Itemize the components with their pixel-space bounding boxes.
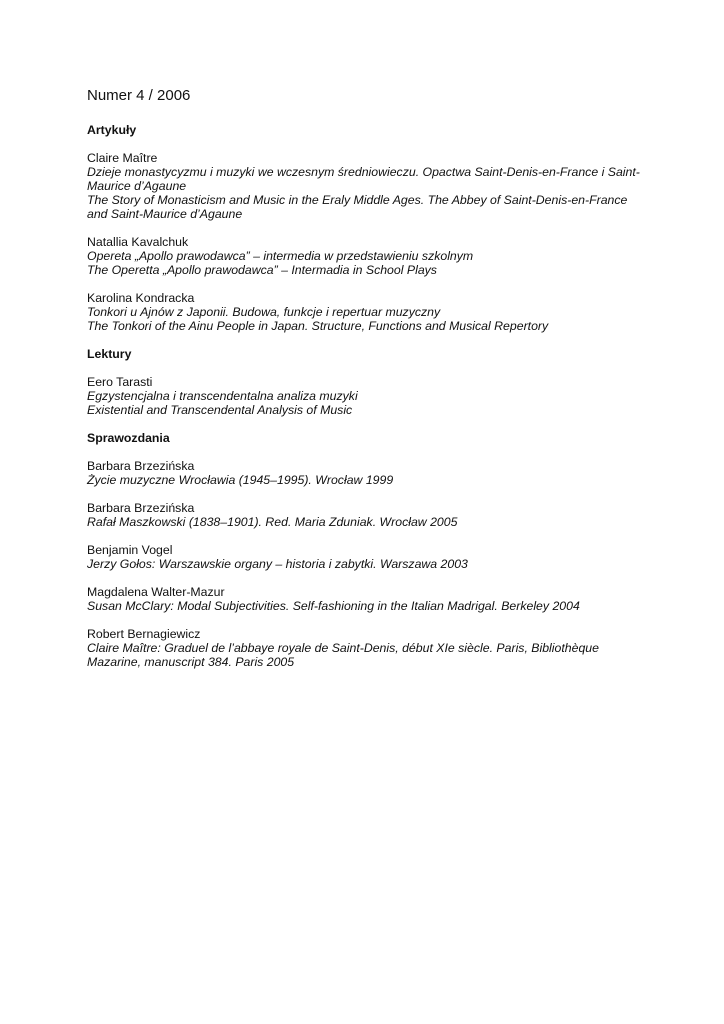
section-heading-reports: Sprawozdania (87, 431, 170, 445)
entry-report-4 (87, 585, 684, 613)
entry-title-polish: Jerzy Gołos: Warszawskie organy – historia i zabytki. Warszawa 2003 (87, 557, 468, 571)
entry-author: Robert Bernagiewicz (87, 627, 201, 641)
entry-title-polish: Susan McClary: Modal Subjectivities. Self-fashioning in the Italian Madrigal. Berkeley 2004 (87, 599, 580, 613)
entry-title-polish: Opereta „Apollo prawodawca” – intermedia w przedstawieniu szkolnym (87, 249, 474, 263)
section-heading-readings: Lektury (87, 347, 132, 361)
entry-author: Barbara Brzezińska (87, 459, 195, 473)
entry-author: Barbara Brzezińska (87, 501, 195, 515)
entry-title-polish: Tonkori u Ajnów z Japonii. Budowa, funkcje i repertuar muzyczny (87, 305, 441, 319)
entry-author: Karolina Kondracka (87, 291, 195, 305)
section-heading-articles: Artykuły (87, 123, 137, 137)
entry-report-1 (87, 459, 684, 487)
entry-author: Benjamin Vogel (87, 543, 173, 557)
issue-title: Numer 4 / 2006 (87, 87, 191, 104)
entry-title-english: Existential and Transcendental Analysis of Music (87, 403, 353, 417)
entry-author: Eero Tarasti (87, 375, 153, 389)
entry-title-polish: Dzieje monastycyzmu i muzyki we wczesnym średniowieczu. Opactwa Saint-Denis-en-France i Saint-Maurice d’Agaune (87, 165, 640, 193)
entry-article-1 (87, 151, 684, 221)
entry-article-3 (87, 291, 684, 333)
entry-author: Natallia Kavalchuk (87, 235, 189, 249)
entry-report-2 (87, 501, 684, 529)
entry-author: Claire Maître (87, 151, 158, 165)
entry-title-polish: Rafał Maszkowski (1838–1901). Red. Maria Zduniak. Wrocław 2005 (87, 515, 458, 529)
entry-author: Magdalena Walter-Mazur (87, 585, 225, 599)
entry-reading-1 (87, 375, 684, 417)
entry-title-english: The Story of Monasticism and Music in the Eraly Middle Ages. The Abbey of Saint-Denis-en-France and Saint-Maurice d’Agaune (87, 193, 628, 221)
entry-article-2 (87, 235, 684, 277)
entry-title-english: The Operetta „Apollo prawodawca” – Intermadia in School Plays (87, 263, 437, 277)
entry-title-english: The Tonkori of the Ainu People in Japan. Structure, Functions and Musical Repertory (87, 319, 549, 333)
entry-title-polish: Życie muzyczne Wrocławia (1945–1995). Wrocław 1999 (87, 473, 394, 487)
entry-report-5 (87, 627, 684, 669)
entry-title-polish: Egzystencjalna i transcendentalna analiza muzyki (87, 389, 358, 403)
entry-report-3 (87, 543, 684, 571)
entry-title-polish: Claire Maître: Graduel de l’abbaye royale de Saint-Denis, début XIe siècle. Paris, Bibliothèque Mazarine, manuscript 384. Paris 2005 (87, 641, 599, 669)
